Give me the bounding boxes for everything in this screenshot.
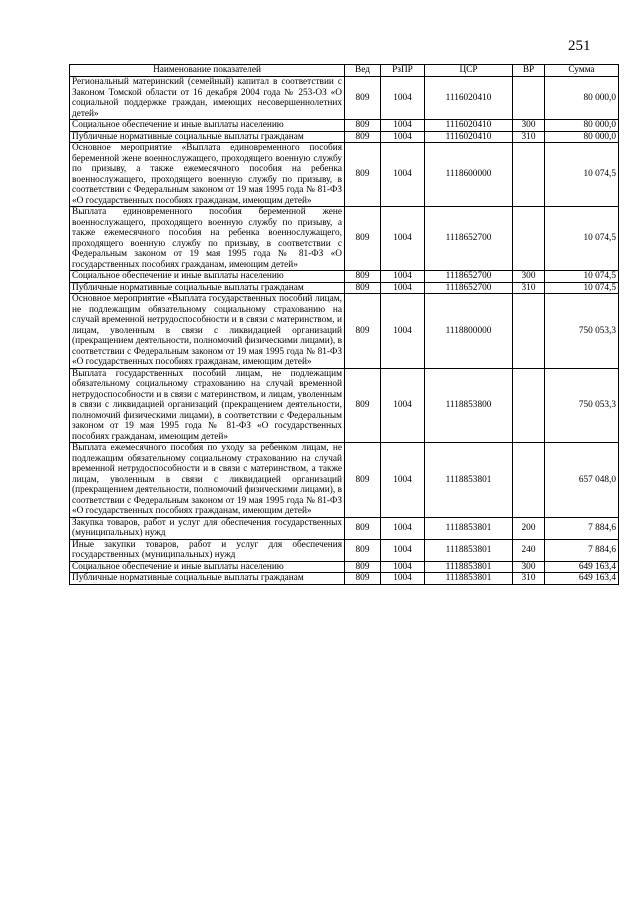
cell-csr: 1118652700 xyxy=(425,282,513,294)
cell-ved: 809 xyxy=(345,143,381,207)
cell-ved: 809 xyxy=(345,539,381,561)
cell-ved: 809 xyxy=(345,120,381,132)
table-row xyxy=(70,294,619,369)
table-row xyxy=(70,539,619,561)
cell-ved: 809 xyxy=(345,443,381,518)
cell-name: Публичные нормативные социальные выплаты гражданам xyxy=(70,131,345,143)
cell-ved: 809 xyxy=(345,271,381,283)
cell-rzpr: 1004 xyxy=(381,443,425,518)
cell-rzpr: 1004 xyxy=(381,561,425,573)
table-row xyxy=(70,368,619,443)
cell-rzpr: 1004 xyxy=(381,77,425,120)
header-csr: ЦСР xyxy=(425,65,513,77)
cell-rzpr: 1004 xyxy=(381,294,425,369)
cell-name: Основное мероприятие «Выплата государственных пособий лицам, не подлежащим обязательному социальному страхованию на случай временной нетрудоспособности и в связи с материнством, и лицам, уволенным в связи с ликвидацией организаций (прекращением деятельности, полномочий физическими лицами), в соответствии с Федеральным законом от 19 мая 1995 года № 81-ФЗ «О государственных пособиях гражданам, имеющим детей» xyxy=(70,294,345,369)
cell-ved: 809 xyxy=(345,573,381,585)
cell-vr: 310 xyxy=(513,131,545,143)
header-vr: ВР xyxy=(513,65,545,77)
cell-sum: 750 053,3 xyxy=(545,294,619,369)
cell-sum: 80 000,0 xyxy=(545,120,619,132)
cell-name: Выплата государственных пособий лицам, не подлежащим обязательному социальному страхованию на случай временной нетрудоспособности и в связи с материнством, и лицам, уволенным в связи с ликвидацией организаций (прекращением деятельности, полномочий физическими лицами), в соответствии с Федеральным законом от 19 мая 1995 года № 81-ФЗ «О государственных пособиях гражданам, имеющим детей» xyxy=(70,368,345,443)
cell-name: Выплата единовременного пособия беременной жене военнослужащего, проходящего военную службу по призыву, а также ежемесячного пособия на ребенка военнослужащего, проходящего военную службу по призыву, в соответствии с Федеральным законом от 19 мая 1995 года № 81-ФЗ «О государственных пособиях гражданам, имеющим детей» xyxy=(70,207,345,271)
cell-rzpr: 1004 xyxy=(381,131,425,143)
cell-ved: 809 xyxy=(345,294,381,369)
cell-csr: 1118853800 xyxy=(425,368,513,443)
cell-rzpr: 1004 xyxy=(381,120,425,132)
cell-name: Социальное обеспечение и иные выплаты населению xyxy=(70,561,345,573)
table-row xyxy=(70,271,619,283)
cell-ved: 809 xyxy=(345,131,381,143)
cell-csr: 1118853801 xyxy=(425,517,513,539)
cell-rzpr: 1004 xyxy=(381,282,425,294)
table-row xyxy=(70,573,619,585)
cell-vr: 310 xyxy=(513,282,545,294)
table-row xyxy=(70,77,619,120)
cell-csr: 1116020410 xyxy=(425,120,513,132)
cell-ved: 809 xyxy=(345,207,381,271)
cell-sum: 649 163,4 xyxy=(545,561,619,573)
cell-ved: 809 xyxy=(345,561,381,573)
table-row xyxy=(70,207,619,271)
cell-vr xyxy=(513,207,545,271)
table-row xyxy=(70,517,619,539)
cell-rzpr: 1004 xyxy=(381,573,425,585)
cell-vr xyxy=(513,77,545,120)
table-row xyxy=(70,143,619,207)
cell-sum: 80 000,0 xyxy=(545,77,619,120)
cell-csr: 1118600000 xyxy=(425,143,513,207)
cell-name: Публичные нормативные социальные выплаты гражданам xyxy=(70,573,345,585)
cell-vr xyxy=(513,143,545,207)
cell-csr: 1118853801 xyxy=(425,561,513,573)
header-name: Наименование показателей xyxy=(70,65,345,77)
cell-sum: 10 074,5 xyxy=(545,143,619,207)
cell-csr: 1118652700 xyxy=(425,271,513,283)
header-rzpr: РзПР xyxy=(381,65,425,77)
cell-ved: 809 xyxy=(345,517,381,539)
cell-sum: 657 048,0 xyxy=(545,443,619,518)
cell-sum: 10 074,5 xyxy=(545,271,619,283)
cell-vr xyxy=(513,443,545,518)
table-row xyxy=(70,120,619,132)
cell-name: Региональный материнский (семейный) капитал в соответствии с Законом Томской области от 16 декабря 2004 года № 253-ОЗ «О социальной поддержке граждан, имеющих несовершеннолетних детей» xyxy=(70,77,345,120)
cell-name: Закупка товаров, работ и услуг для обеспечения государственных (муниципальных) нужд xyxy=(70,517,345,539)
cell-ved: 809 xyxy=(345,282,381,294)
cell-name: Основное мероприятие «Выплата единовременного пособия беременной жене военнослужащего, проходящего военную службу по призыву, а также ежемесячного пособия на ребенка военнослужащего, проходящего военную службу по призыву, в соответствии с Федеральным законом от 19 мая 1995 года № 81-ФЗ «О государственных пособиях гражданам, имеющим детей» xyxy=(70,143,345,207)
cell-ved: 809 xyxy=(345,368,381,443)
cell-rzpr: 1004 xyxy=(381,368,425,443)
cell-name: Публичные нормативные социальные выплаты гражданам xyxy=(70,282,345,294)
header-ved: Вед xyxy=(345,65,381,77)
cell-sum: 7 884,6 xyxy=(545,517,619,539)
table-row xyxy=(70,282,619,294)
cell-vr: 200 xyxy=(513,517,545,539)
cell-csr: 1118853801 xyxy=(425,443,513,518)
budget-table xyxy=(69,64,619,585)
cell-name: Выплата ежемесячного пособия по уходу за ребенком лицам, не подлежащим обязательному социальному страхованию на случай временной нетрудоспособности и в связи с материнством, а также лицам, уволенным в связи с ликвидацией организаций (прекращением деятельности, полномочий физическими лицами), в соответствии с Федеральным законом от 19 мая 1995 года № 81-ФЗ «О государственных пособиях гражданам, имеющим детей» xyxy=(70,443,345,518)
cell-name: Социальное обеспечение и иные выплаты населению xyxy=(70,271,345,283)
cell-sum: 649 163,4 xyxy=(545,573,619,585)
cell-vr xyxy=(513,294,545,369)
cell-sum: 10 074,5 xyxy=(545,207,619,271)
cell-csr: 1118853801 xyxy=(425,539,513,561)
cell-rzpr: 1004 xyxy=(381,539,425,561)
table-header-row xyxy=(70,65,619,77)
header-sum: Сумма xyxy=(545,65,619,77)
cell-csr: 1118800000 xyxy=(425,294,513,369)
cell-rzpr: 1004 xyxy=(381,271,425,283)
cell-sum: 7 884,6 xyxy=(545,539,619,561)
cell-rzpr: 1004 xyxy=(381,207,425,271)
cell-rzpr: 1004 xyxy=(381,517,425,539)
cell-vr xyxy=(513,368,545,443)
cell-csr: 1116020410 xyxy=(425,131,513,143)
cell-sum: 80 000,0 xyxy=(545,131,619,143)
cell-vr: 300 xyxy=(513,120,545,132)
cell-name: Иные закупки товаров, работ и услуг для обеспечения государственных (муниципальных) нужд xyxy=(70,539,345,561)
cell-vr: 300 xyxy=(513,271,545,283)
cell-vr: 240 xyxy=(513,539,545,561)
cell-sum: 10 074,5 xyxy=(545,282,619,294)
cell-rzpr: 1004 xyxy=(381,143,425,207)
cell-sum: 750 053,3 xyxy=(545,368,619,443)
cell-csr: 1118652700 xyxy=(425,207,513,271)
cell-csr: 1118853801 xyxy=(425,573,513,585)
table-row xyxy=(70,443,619,518)
table-row xyxy=(70,131,619,143)
cell-ved: 809 xyxy=(345,77,381,120)
cell-csr: 1116020410 xyxy=(425,77,513,120)
page-number: 251 xyxy=(568,38,591,54)
cell-name: Социальное обеспечение и иные выплаты населению xyxy=(70,120,345,132)
cell-vr: 310 xyxy=(513,573,545,585)
cell-vr: 300 xyxy=(513,561,545,573)
table-row xyxy=(70,561,619,573)
